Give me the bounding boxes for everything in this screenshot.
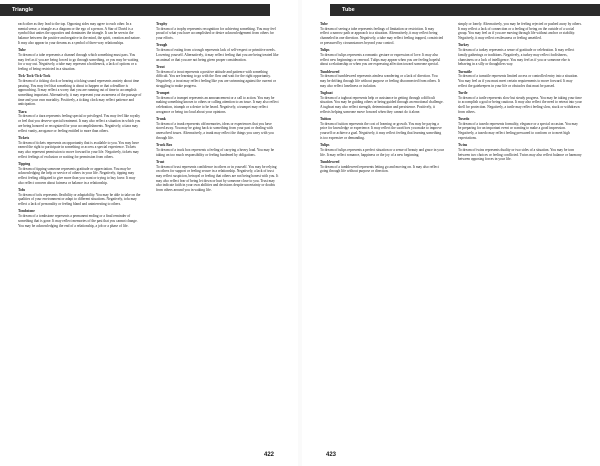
dictionary-entry <box>18 22 142 46</box>
dictionary-entry <box>156 43 280 62</box>
dictionary-entry <box>458 22 582 41</box>
entry-term: Trumpet <box>156 90 170 95</box>
dictionary-entry <box>320 160 444 174</box>
entry-term: Tube <box>18 48 26 53</box>
column-2 <box>458 22 582 442</box>
running-header: Triangle <box>0 4 270 16</box>
running-header: Tube <box>330 4 600 16</box>
dictionary-entry <box>458 91 582 115</box>
entry-definition: To dream of a tube represents a channel through which something must pass. You may feel as if you are being forced to go through something, or you may be waiting for a way out. Negatively, a tube may represent a bottleneck, a lack of options or a feeling of being restricted in a situation. <box>18 52 139 71</box>
entry-term: Twins <box>458 143 468 148</box>
entry-term: Turkey <box>458 43 470 48</box>
dictionary-entry <box>18 110 142 134</box>
column-2 <box>156 22 280 442</box>
entry-definition: To dream of a tugboat represents help or assistance in getting through a difficult situation. You may be guiding others or being guided through an emotional challenge. A tugboat may also reflect strength, determination and persistence. Positively, it reflects helping someone move forward when they cannot do it alone. <box>320 95 444 114</box>
entry-definition: To dream of a tiara represents feeling special or privileged. You may feel like royalty or feel that you deserve special treatment. It may also reflect a situation in which you are being honored or recognized for your accomplishments. Negatively, a tiara may reflect vanity, arrogance or feeling entitled to more than others. <box>18 114 141 133</box>
entry-term: Tiara <box>18 109 27 114</box>
dictionary-entry <box>320 70 444 89</box>
entry-definition: simply or lonely. Alternatively, you may be feeling rejected or pushed away by others. It may reflect a lack of connection or a feeling of being on the outside of a social group. You may feel as if you are moving through life without anchor or stability. Negatively, it may reflect restlessness or feeling unsettled. <box>458 22 582 41</box>
entry-definition: To dream of twins represents duality or two sides of a situation. You may be torn between two choices or feeling conflicted. Twins may also reflect balance or harmony between opposing forces in your life. <box>458 147 582 162</box>
dictionary-entry <box>156 22 280 41</box>
entry-term: Tofu <box>18 188 26 193</box>
dictionary-entry <box>320 48 444 67</box>
dictionary-entry <box>156 160 280 193</box>
dictionary-entry <box>458 117 582 141</box>
entry-term: Tick-Tock-Tick-Tock <box>18 74 51 79</box>
entry-definition: To dream of tulips represents a romantic gesture or expression of love. It may also reflect new beginnings or renewal. Tulips may appear when you are feeling hopeful about a relationship or when you are expressing affection toward someone special. <box>320 52 441 67</box>
entry-definition: To dream of a ticking clock or hearing a ticking sound represents anxiety about time passing. You may feel that something is about to happen or that a deadline is approaching. It may reflect a worry that you are running out of time to accomplish something important. Alternatively, it may represent your awareness of the passage of time and your own mortality. Positively, a ticking clock may reflect patience and anticipation. <box>18 78 142 107</box>
dictionary-entry <box>458 43 582 67</box>
dictionary-entry <box>18 74 142 107</box>
page-number: 422 <box>263 452 274 458</box>
entry-definition: To dream of a turnstile represents limited access or controlled entry into a situation. You may feel as if you must meet certain requirements to move forward. It may reflect the gatekeepers in your life or obstacles that must be passed. <box>458 74 579 88</box>
entry-definition: To dream of a turkey represents a sense of gratitude or celebration. It may reflect family gatherings or traditions. Negatively, a turkey may reflect foolishness, clumsiness or a lack of intelligence. You may feel as if you or someone else is behaving in a silly or thoughtless way. <box>458 48 575 67</box>
entry-definition: To dream of trust represents confidence in others or in yourself. You may be relying on others for support or feeling secure in a relationship. Negatively, a lack of trust may reflect suspicion, betrayal or feeling that others are not being honest with you. It may also reflect fear of being let down or hurt by someone close to you. Trust may also indicate faith in your own abilities and decisions despite uncertainty or doubts from others around you in waking life. <box>156 164 279 193</box>
text-columns <box>18 22 280 442</box>
entry-term: Trough <box>156 43 168 48</box>
dictionary-entry <box>18 48 142 72</box>
entry-term: Tickets <box>18 135 30 140</box>
entry-definition: To dream of a tuxedo represents formality, elegance or a special occasion. You may be preparing for an important event or wanting to make a good impression. Negatively, a tuxedo may reflect feeling pressured to conform or to meet high expectations. <box>458 121 578 140</box>
entry-definition: To dream of a turtle represents slow but steady progress. You may be taking your time to accomplish a goal or being cautious. It may also reflect the need to retreat into your shell for protection. Negatively, a turtle may reflect feeling slow, stuck or withdrawn from others. <box>458 95 582 114</box>
dictionary-entry <box>18 162 142 186</box>
entry-term: Tipping <box>18 161 31 166</box>
column-1 <box>320 22 444 442</box>
column-1 <box>18 22 142 442</box>
entry-definition: To dream of a trumpet represents an announcement or a call to action. You may be making something known to others or calling attention to an issue. It may also reflect celebration, triumph or a desire to be heard. Negatively, a trumpet may reflect arrogance or being too loud about your opinions. <box>156 95 279 114</box>
entry-term: Tube <box>320 22 328 26</box>
entry-definition: To dream of tipping someone represents gratitude or appreciation. You may be acknowledging the help or service of others in your life. Negatively, tipping may reflect feeling obligated to give more than you want or trying to buy favor. It may also reflect concern about fairness or balance in a relationship. <box>18 166 136 185</box>
entry-term: Trunk <box>156 117 166 122</box>
entry-term: Truck Box <box>156 143 173 148</box>
entry-term: Tuition <box>320 117 332 122</box>
entry-definition: To dream of a tumbleweed represents letting go and moving on. It may also reflect going through life without purpose or direction. <box>320 164 439 174</box>
dictionary-entry <box>156 143 280 157</box>
entry-definition: To dream of a trout represents a positive attitude and patience with something difficult. You are learning to go with the flow and wait for the right opportunity. Negatively, a trout may reflect feeling like you are swimming against the current or struggling to make progress. <box>156 69 276 88</box>
dictionary-entry <box>320 22 444 46</box>
dictionary-entry <box>156 91 280 115</box>
text-columns <box>320 22 582 442</box>
entry-term: Turtle <box>458 90 468 95</box>
entry-definition: To dream of tickets represents an opportunity that is available to you. You may have earned the right to participate in something or access a special experience. Tickets may also represent permission to move forward in your life. Negatively, tickets may reflect feelings of exclusion or waiting for permission from others. <box>18 140 139 159</box>
entry-definition: To dream of tulips represents a perfect situation or a sense of beauty and grace in your life. It may reflect romance, happiness or the joy of a new beginning. <box>320 147 444 157</box>
entry-definition: each other as they lead to the top. Opposing sides may agree to each other. In a mental sense, a triangle as a diagram or the ego of a person. A Star of David is a symbol that unites the opposites and dominates the triangle. It can be seen in the balance between the positive and negative in the mind, the spirit, creation and nature. It may also appear in your dreams as a symbol of three-way relationships. <box>18 22 141 45</box>
entry-term: Tuxedo <box>458 117 470 122</box>
dictionary-entry <box>156 65 280 89</box>
entry-definition: To dream of tuition represents the cost of learning or growth. You may be paying a price for knowledge or experience. It may reflect the sacrifices you make to improve yourself or achieve a goal. Negatively, it may reflect feeling that learning something is too expensive or demanding. <box>320 121 442 140</box>
entry-term: Tulips <box>320 143 330 148</box>
entry-term: Tombstone <box>18 209 35 214</box>
entry-definition: To dream of a trunk represents old memories, ideas or experiences that you have stored away. You may be going back to something from your past or dealing with unresolved issues. Alternatively, a trunk may reflect the things you carry with you through life. <box>156 121 274 140</box>
entry-term: Trout <box>156 64 165 69</box>
dictionary-entry <box>458 143 582 162</box>
dictionary-entry <box>18 136 142 160</box>
entry-term: Tugboat <box>320 90 333 95</box>
dictionary-entry <box>18 188 142 207</box>
entry-definition: To dream of tumbleweed represents aimless wandering or a lack of direction. You may be drifting through life without purpose or feeling disconnected from others. It may also reflect loneliness or isolation. <box>320 74 441 88</box>
dictionary-entry <box>320 143 444 157</box>
dictionary-entry <box>320 117 444 141</box>
entry-term: Trust <box>156 159 165 164</box>
entry-term: Tumbleweed <box>320 69 340 74</box>
entry-term: Tumbleweed <box>320 159 340 164</box>
dictionary-entry <box>320 91 444 115</box>
dictionary-entry <box>458 70 582 89</box>
entry-definition: To dream of tofu represents flexibility or adaptability. You may be able to take on the qualities of your environment or adapt to different situations. Negatively, tofu may reflect a lack of personality or feeling bland and uninteresting to others. <box>18 192 141 207</box>
entry-definition: To dream of a trophy represents recognition for achieving something. You may feel proud of what you have accomplished or desire acknowledgement from others for your efforts. <box>156 26 276 41</box>
entry-definition: To dream of seeing a tube represents feelings of limitation or restriction. It may reflect a narrow path or approach to a situation. Alternatively, it may reflect being channeled in one direction. Negatively, a tube may reflect feeling trapped, constricted or pressured by circumstances beyond your control. <box>320 26 444 45</box>
page-number: 423 <box>326 452 337 458</box>
dictionary-entry <box>18 209 142 228</box>
entry-term: Trophy <box>156 22 168 26</box>
right-page <box>302 0 600 466</box>
entry-term: Tulips <box>320 48 330 53</box>
dictionary-entry <box>156 117 280 141</box>
left-page <box>0 0 298 466</box>
entry-definition: To dream of eating from a trough represents lack of self-respect or primitive needs. Lowering yourself. Alternatively, it may reflect feeling that you are being treated like an animal or that you are not being given proper consideration. <box>156 48 279 62</box>
entry-term: Turnstile <box>458 69 472 74</box>
entry-definition: To dream of a truck box represents a feeling of carrying a heavy load. You may be taking on too much responsibility or feeling burdened by obligations. <box>156 147 275 157</box>
entry-definition: To dream of a tombstone represents a permanent ending or a final reminder of something that is gone. It may reflect memories of the past that you cannot change. You may be acknowledging the end of a relationship, a job or a phase of life. <box>18 214 138 228</box>
